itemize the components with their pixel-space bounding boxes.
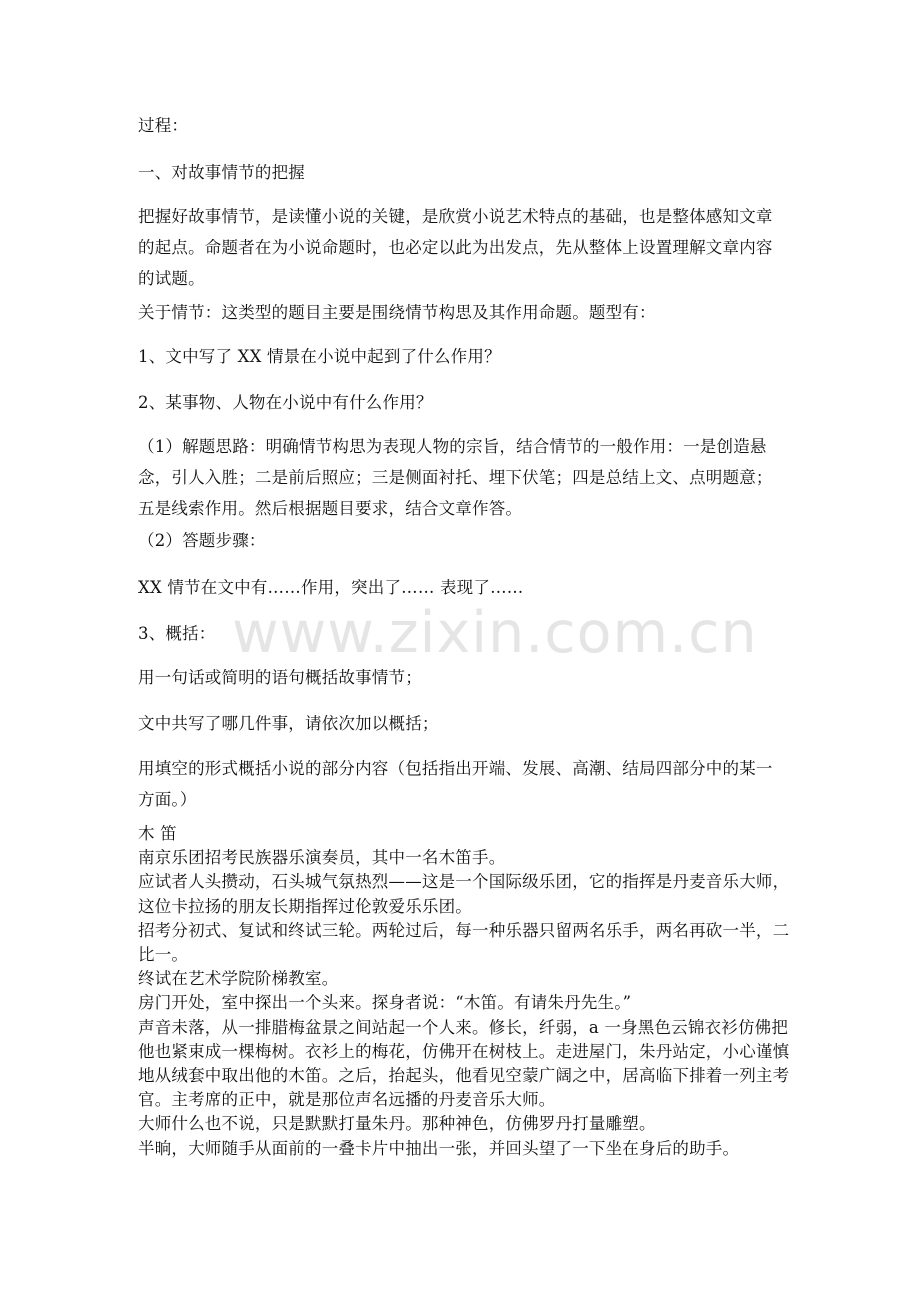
about-plot-paragraph: 关于情节：这类型的题目主要是围绕情节构思及其作用命题。题型有： bbox=[138, 303, 656, 322]
story-paragraph: 招考分初式、复试和终试三轮。两轮过后，每一种乐器只留两名乐手，两名再砍一半，二比一。 bbox=[138, 920, 790, 965]
story-paragraph: 半晌，大师随手从面前的一叠卡片中抽出一张，并回头望了一下坐在身后的助手。 bbox=[138, 1138, 740, 1158]
story-paragraph: 终试在艺术学院阶梯教室。 bbox=[138, 969, 339, 989]
story-paragraph: 房门开处，室中探出一个头来。探身者说：“木笛。有请朱丹先生。” bbox=[138, 993, 632, 1013]
intro-paragraph: 把握好故事情节，是读懂小说的关键，是欣赏小说艺术特点的基础，也是整体感知文章的起点。命题者在为小说命题时，也必定以此为出发点，先从整体上设置理解文章内容的试题。 bbox=[138, 207, 773, 288]
summary-method-1: 用一句话或简明的语句概括故事情节； bbox=[138, 668, 422, 687]
summary-method-2: 文中共写了哪几件事，请依次加以概括； bbox=[138, 714, 439, 733]
heading-process: 过程： bbox=[138, 116, 189, 135]
watermark: www.zixin.com.cn bbox=[232, 600, 758, 666]
solving-method-paragraph: （1）解题思路：明确情节构思为表现人物的宗旨，结合情节的一般作用：一是创造悬念，引人入胜；二是前后照应；三是侧面衬托、埋下伏笔；四是总结上文、点明题意；五是线索作用。然后根据题目要求，结合文章作答。 bbox=[138, 437, 773, 518]
question-1: 1、文中写了 XX 情景在小说中起到了什么作用？ bbox=[138, 347, 501, 366]
story-excerpt bbox=[138, 822, 792, 1161]
story-paragraph: 应试者人头攒动，石头城气氛热烈——这是一个国际级乐团，它的指挥是丹麦音乐大师，这位卡拉扬的朋友长期指挥过伦敦爱乐乐团。 bbox=[138, 872, 790, 916]
story-paragraph: 大师什么也不说，只是默默打量朱丹。那种神色，仿佛罗丹打量雕塑。 bbox=[138, 1114, 656, 1134]
question-3: 3、概括： bbox=[138, 624, 216, 643]
story-paragraph: 南京乐团招考民族器乐演奏员，其中一名木笛手。 bbox=[138, 848, 506, 868]
story-paragraph: 声音未落，从一排腊梅盆景之间站起一个人来。修长，纤弱，a 一身黑色云锦衣衫仿佛把他也紧束成一棵梅树。衣衫上的梅花，仿佛开在树枝上。走进屋门，朱丹站定，小心谨慎地从绒套中取出他的木笛。之后，抬起头，他看见空蒙广阔之中，居高临下排着一列主考官。主考席的正中，就是那位声名远播的丹麦音乐大师。 bbox=[138, 1017, 790, 1110]
question-2: 2、某事物、人物在小说中有什么作用？ bbox=[138, 393, 433, 412]
answer-steps-title: （2）答题步骤： bbox=[138, 531, 266, 550]
answer-steps-template: XX 情节在文中有……作用，突出了…… 表现了…… bbox=[138, 578, 524, 597]
summary-method-3: 用填空的形式概括小说的部分内容（包括指出开端、发展、高潮、结局四部分中的某一方面。） bbox=[138, 759, 773, 809]
section-title-plot: 一、对故事情节的把握 bbox=[138, 163, 305, 182]
story-title: 木 笛 bbox=[138, 824, 177, 843]
